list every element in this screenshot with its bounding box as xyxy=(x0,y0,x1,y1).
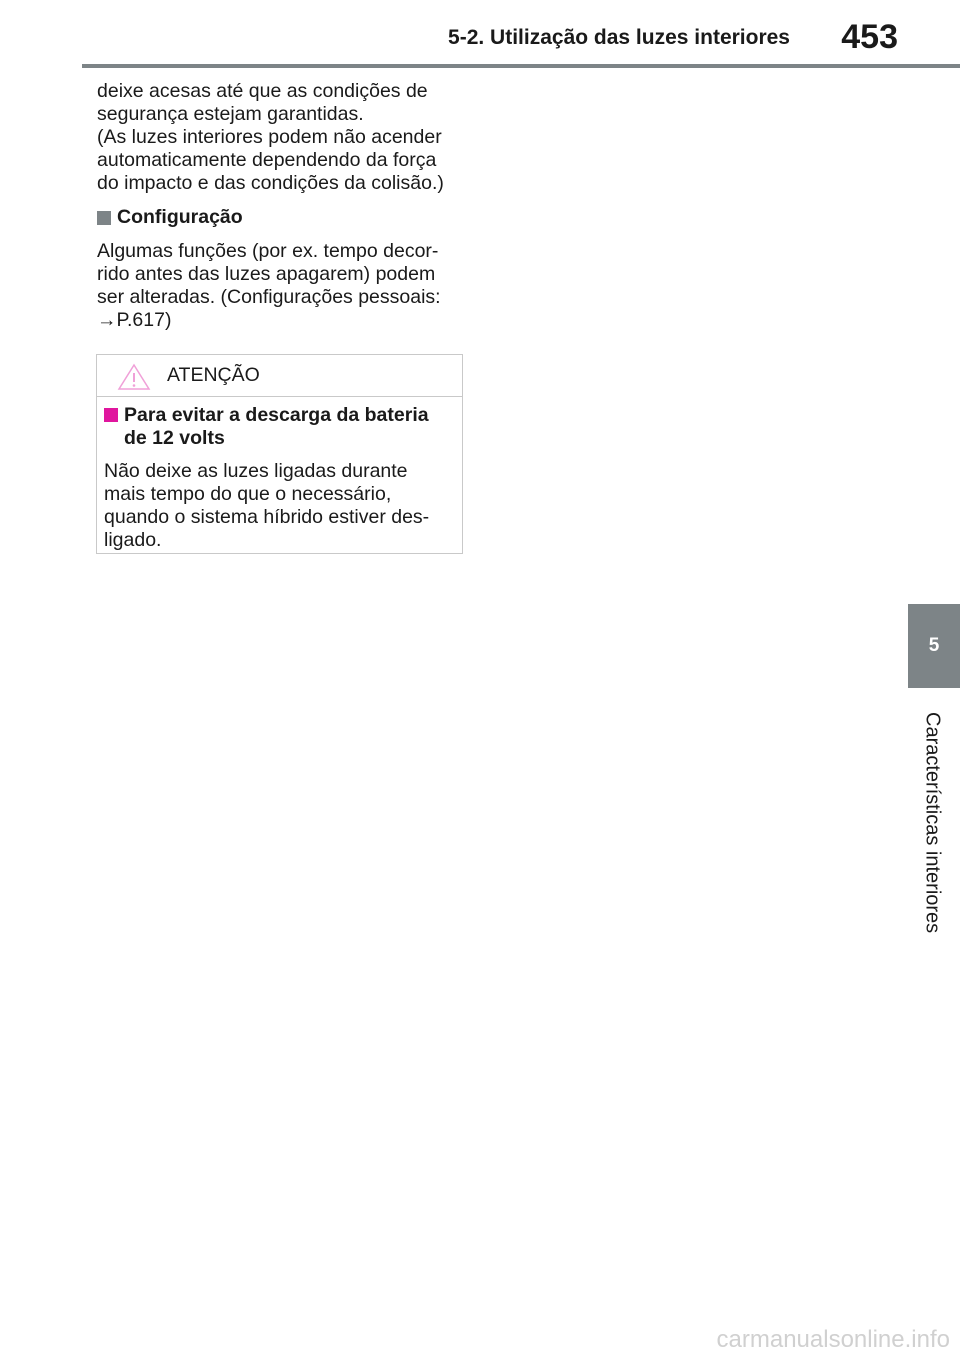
body-line: (As luzes interiores podem não acender xyxy=(97,126,442,148)
warning-label: ATENÇÃO xyxy=(167,364,260,386)
warning-header xyxy=(97,355,462,397)
header-rule xyxy=(82,64,960,68)
square-bullet-icon xyxy=(104,408,118,422)
warning-box xyxy=(96,354,463,554)
body-line: ser alteradas. (Configurações pessoais: xyxy=(97,286,441,308)
page-reference-link[interactable]: →P.617) xyxy=(97,309,172,331)
body-line: do impacto e das condições da colisão.) xyxy=(97,172,444,194)
warning-title xyxy=(104,404,454,450)
chapter-number: 5 xyxy=(928,635,940,656)
body-column xyxy=(97,80,467,332)
warning-title-line: Para evitar a descarga da bateria xyxy=(124,404,429,426)
subheading-configuracao xyxy=(97,206,467,229)
body-line: Algumas funções (por ex. tempo decor- xyxy=(97,240,439,262)
warning-line: mais tempo do que o necessário, xyxy=(104,483,392,505)
page-number: 453 xyxy=(841,18,898,56)
warning-title-line: de 12 volts xyxy=(124,427,225,449)
chapter-label-text: Características interiores xyxy=(921,711,944,934)
spacer xyxy=(97,195,467,206)
chapter-tab[interactable] xyxy=(908,604,960,688)
square-bullet-icon xyxy=(97,211,111,225)
body-line: deixe acesas até que as condições de xyxy=(97,80,428,102)
subheading-text: Configuração xyxy=(117,206,243,228)
section-title: 5-2. Utilização das luzes interiores xyxy=(448,26,790,49)
body-line: segurança estejam garantidas. xyxy=(97,103,364,125)
warning-body xyxy=(97,397,462,552)
spacer xyxy=(97,229,467,240)
watermark: carmanualsonline.info xyxy=(716,1326,950,1353)
body-line: rido antes das luzes apagarem) podem xyxy=(97,263,436,285)
chapter-label xyxy=(910,700,954,945)
warning-line: Não deixe as luzes ligadas durante xyxy=(104,460,408,482)
warning-line: ligado. xyxy=(104,529,162,551)
warning-line: quando o sistema híbrido estiver des- xyxy=(104,506,430,528)
body-line: automaticamente dependendo da força xyxy=(97,149,437,171)
warning-triangle-icon xyxy=(117,363,151,391)
spacer xyxy=(104,450,454,460)
